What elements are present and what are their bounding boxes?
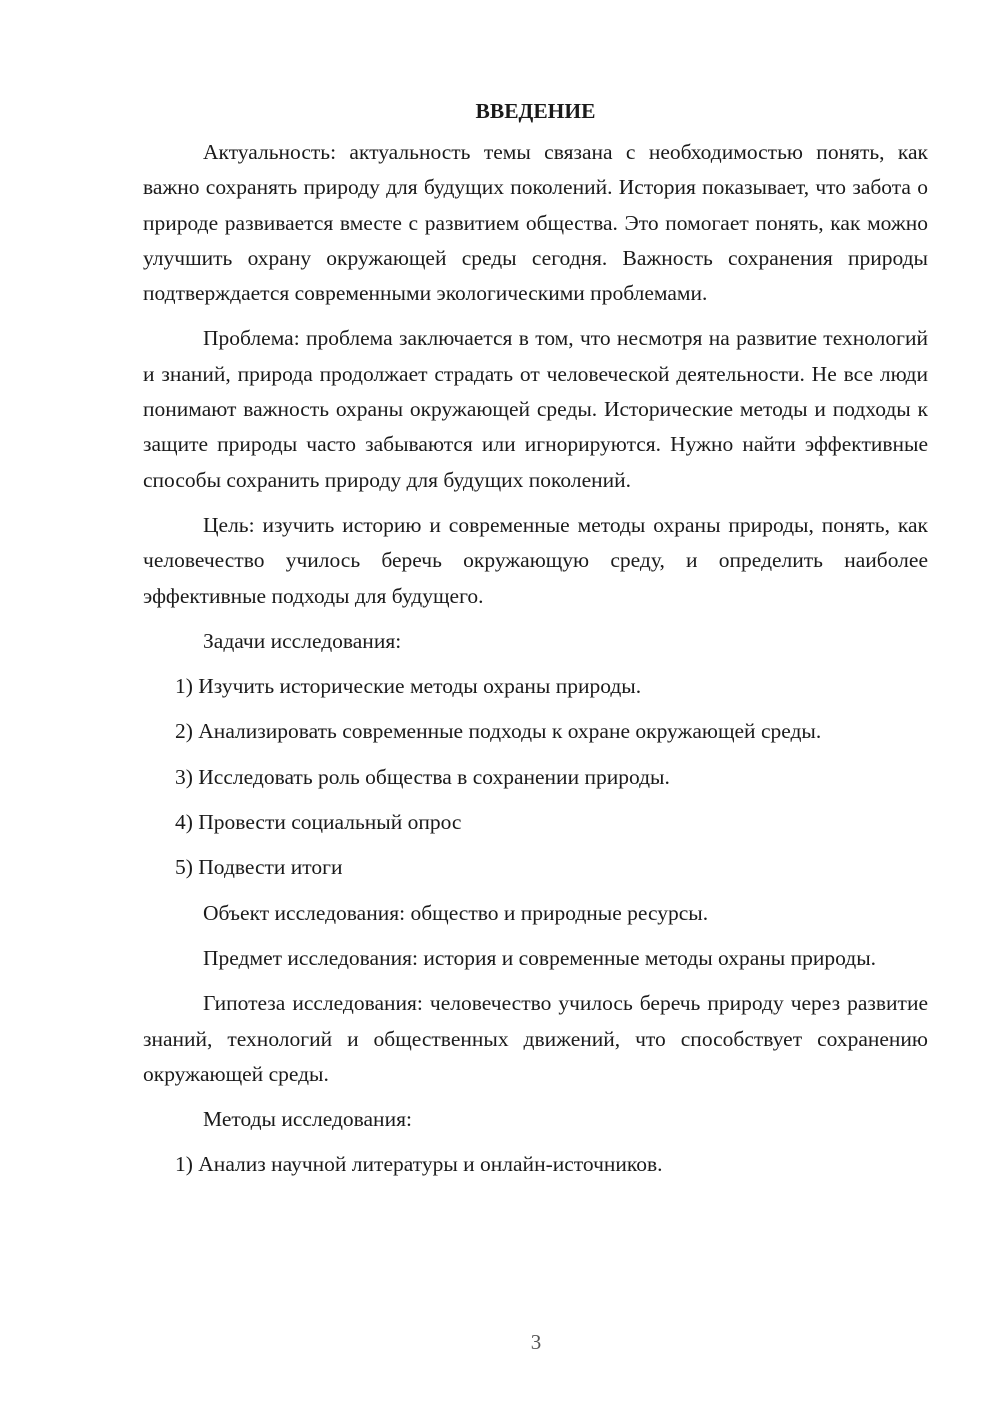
task-item: 1) Изучить исторические методы охраны природы.	[175, 674, 642, 699]
object-paragraph: Объект исследования: общество и природные ресурсы.	[203, 900, 709, 925]
page-title: ВВЕДЕНИЕ	[475, 99, 596, 123]
page-number: 3	[530, 1330, 542, 1354]
relevance-paragraph: Актуальность: актуальность темы связана с необходимостью понять, как важно сохранять природу для будущих поколений. История показывает, что забота о природе развивается вместе с развитием общества. Это помогает понять, как можно улучшить охрану окружающей среды сегодня. Важность сохранения природы подтверждается современными экологическими проблемами.	[143, 140, 928, 306]
task-item: 3) Исследовать роль общества в сохранении природы.	[175, 764, 670, 789]
document-page	[143, 92, 928, 1193]
method-item: 1) Анализ научной литературы и онлайн-источников.	[175, 1152, 663, 1177]
task-item: 4) Провести социальный опрос	[175, 810, 462, 835]
goal-paragraph: Цель: изучить историю и современные методы охраны природы, понять, как человечество училось беречь окружающую среду, и определить наиболее эффективные подходы для будущего.	[143, 512, 928, 608]
subject-paragraph: Предмет исследования: история и современные методы охраны природы.	[203, 945, 877, 970]
hypothesis-paragraph: Гипотеза исследования: человечество училось беречь природу через развитие знаний, технологий и общественных движений, что способствует сохранению окружающей среды.	[143, 991, 928, 1086]
task-item: 2) Анализировать современные подходы к охране окружающей среды.	[175, 719, 822, 744]
tasks-heading: Задачи исследования:	[203, 628, 402, 653]
task-item: 5) Подвести итоги	[175, 855, 343, 880]
problem-paragraph: Проблема: проблема заключается в том, что несмотря на развитие технологий и знаний, природа продолжает страдать от человеческой деятельности. Не все люди понимают важность охраны окружающей среды. Исторические методы и подходы к защите природы часто забываются или игнорируются. Нужно найти эффективные способы сохранить природу для будущих поколений.	[143, 326, 928, 492]
methods-heading: Методы исследования:	[203, 1107, 412, 1132]
